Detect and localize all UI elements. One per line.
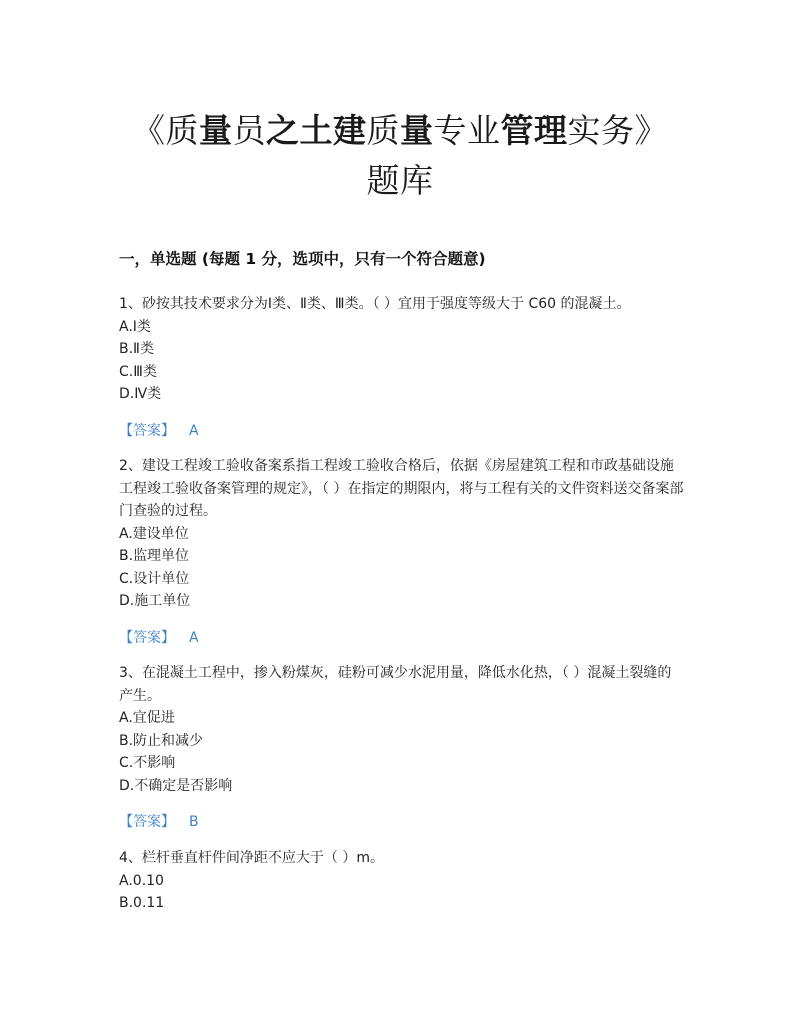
question-stem: 1、砂按其技术要求分为Ⅰ类、Ⅱ类、Ⅲ类。（ ）宜用于强度等级大于 C60 的混凝土。	[119, 296, 631, 312]
answer-line	[119, 811, 684, 833]
option-a: A.宜促进	[119, 710, 175, 726]
title-segment: 专业	[433, 111, 501, 150]
option-a: A.Ⅰ类	[119, 318, 151, 335]
option-b: B.Ⅱ类	[119, 341, 154, 357]
question-stem: 4、栏杆垂直杆件间净距不应大于（ ）m。	[119, 850, 384, 866]
option-c: C.设计单位	[119, 570, 190, 587]
title-segment: 员	[232, 111, 266, 150]
option-b: B.0.11	[119, 895, 165, 911]
document-title	[0, 106, 800, 206]
option-c: C.Ⅲ类	[119, 363, 157, 380]
option-a: A.0.10	[119, 872, 164, 889]
answer-line	[119, 420, 684, 442]
question-4	[119, 847, 684, 915]
question-2	[119, 455, 684, 649]
title-segment: 《质	[132, 111, 199, 150]
title-segment: 之土建	[266, 111, 367, 150]
title-segment: 质	[366, 111, 400, 150]
answer-label: 【答案】	[119, 814, 175, 830]
title-segment: 管理	[500, 111, 568, 150]
section-heading: 一，单选题 (每题 1 分，选项中，只有一个符合题意)	[119, 250, 486, 268]
answer-value: A	[189, 629, 199, 646]
option-b: B.监理单位	[119, 548, 190, 564]
title-line-2: 题库	[366, 161, 434, 200]
option-b: B.防止和减少	[119, 732, 204, 749]
question-stem: 2、建设工程竣工验收备案系指工程竣工验收合格后，依据《房屋建筑工程和市政基础设施工程竣工验收备案管理的规定》，（ ）在指定的期限内，将与工程有关的文件资料送交备案部门查验的过程。	[119, 458, 684, 519]
answer-value: B	[189, 814, 199, 830]
answer-line	[119, 627, 684, 649]
option-d: D.施工单位	[119, 593, 191, 609]
answer-value: A	[189, 422, 199, 439]
answer-label: 【答案】	[119, 629, 175, 646]
title-line-1	[0, 106, 800, 156]
title-segment: 实务》	[567, 111, 668, 150]
question-3	[119, 662, 684, 833]
option-a: A.建设单位	[119, 525, 189, 542]
option-c: C.不影响	[119, 755, 176, 771]
title-segment: 量	[400, 111, 434, 150]
title-segment: 量	[199, 111, 233, 150]
option-d: D.Ⅳ类	[119, 386, 162, 402]
answer-label: 【答案】	[119, 422, 175, 439]
question-stem: 3、在混凝土工程中，掺入粉煤灰，硅粉可减少水泥用量，降低水化热，（ ）混凝土裂缝的产生。	[119, 665, 672, 704]
question-1	[119, 293, 684, 442]
option-d: D.不确定是否影响	[119, 777, 233, 794]
